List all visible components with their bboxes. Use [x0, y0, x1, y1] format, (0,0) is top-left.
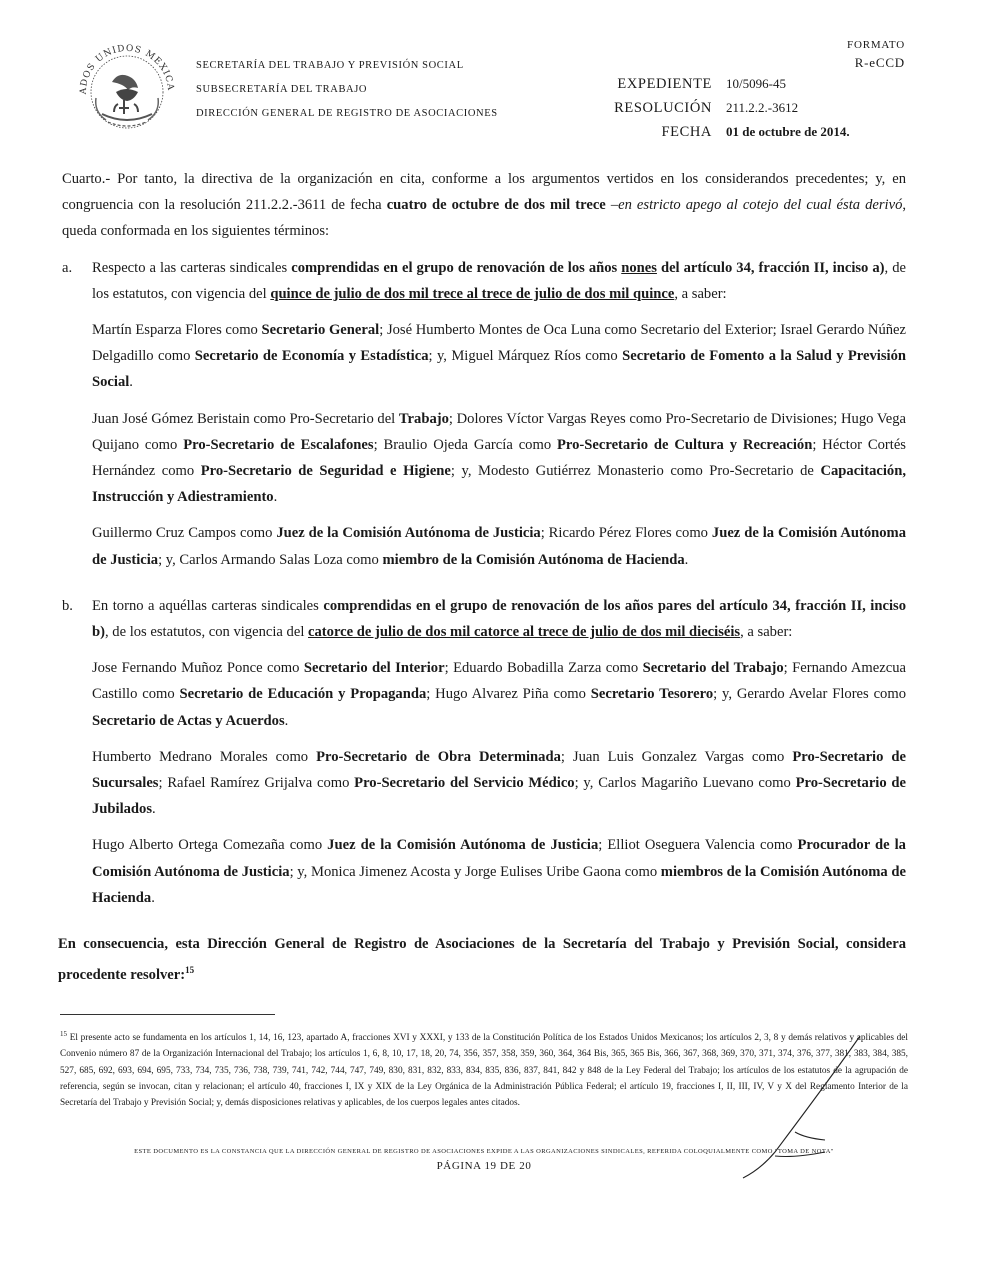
fecha-row [600, 120, 850, 144]
text: ; y, Carlos Armando Salas Loza como [158, 551, 383, 568]
document-body [58, 166, 907, 998]
intro-italic: en estricto apego al cotejo del cual ésta derivó [618, 197, 903, 214]
text: ; y, Gerardo Avelar Flores como [713, 686, 906, 703]
position: Secretario de Actas y Acuerdos [92, 712, 285, 729]
text: ; Juan Luis Gonzalez Vargas como [560, 748, 793, 765]
item-a-paragraph-2 [92, 406, 906, 511]
item-b-paragraph-3 [92, 832, 906, 911]
agency-secretaria: SECRETARÍA DEL TRABAJO Y PREVISIÓN SOCIAL [196, 60, 464, 71]
resolucion-label: RESOLUCIÓN [614, 100, 712, 116]
text: . [129, 374, 133, 391]
agency-direccion: DIRECCIÓN GENERAL DE REGISTRO DE ASOCIACIONES [196, 108, 498, 119]
text: ; y, Modesto Gutiérrez Monasterio como Pro-Secretario de [450, 463, 821, 480]
text: Respecto a las carteras sindicales [92, 259, 292, 276]
signature-mark [735, 1032, 865, 1182]
position: Procurador de la Comisión Autónoma de Justicia [92, 837, 906, 880]
svg-text:ESTADOS UNIDOS MEXICANOS: ADOS UNIDOS MEXICA [78, 43, 176, 95]
text: ; y, Monica Jimenez Acosta y Jorge Eulises Uribe Gaona como [289, 863, 661, 880]
text: ; Elliot Oseguera Valencia como [598, 837, 798, 854]
text: ; Eduardo Bobadilla Zarza como [444, 660, 643, 677]
list-item-a [62, 255, 906, 583]
text: Guillermo Cruz Campos como [92, 525, 277, 542]
intro-tail: , queda conformada en los siguientes términos: [62, 197, 907, 240]
item-b-paragraph-2 [92, 744, 906, 823]
position: Secretario de Fomento a la Salud y Previsión Social [92, 348, 906, 391]
nones-text: nones [621, 259, 657, 276]
text: Juan José Gómez Beristain como Pro-Secretario del [92, 410, 399, 427]
intro-date: cuatro de octubre de dos mil trece [386, 197, 606, 214]
position: Juez de la Comisión Autónoma de Justicia [327, 837, 599, 854]
bold-text: comprendidas en el grupo de renovación de los años [291, 259, 622, 276]
intro-dash: – [605, 197, 619, 214]
list-item-b [62, 593, 906, 921]
formato-block [847, 36, 905, 72]
agency-block [196, 54, 498, 126]
position: Pro-Secretario del Servicio Médico [354, 775, 575, 792]
position: Secretario de Economía y Estadística [194, 348, 429, 365]
item-a-marker: a. [62, 259, 73, 276]
position: Secretario del Trabajo [642, 660, 784, 677]
item-b-head [92, 593, 906, 645]
text: . [273, 489, 278, 506]
text: , de los estatutos, con vigencia del [104, 624, 309, 641]
text: Martín Esparza Flores como [92, 322, 262, 339]
resolucion-row [600, 96, 850, 120]
position: Pro-Secretario de Escalafones [183, 436, 374, 453]
position: Trabajo [398, 410, 449, 427]
expediente-value: 10/5096-45 [726, 76, 786, 91]
resolucion-value: 211.2.2.-3612 [726, 100, 799, 115]
fecha-value: 01 de octubre de 2014. [726, 124, 850, 139]
item-a-head [92, 255, 906, 307]
text: ; y, Miguel Márquez Ríos como [428, 348, 623, 365]
expediente-label: EXPEDIENTE [617, 76, 712, 92]
item-b-marker: b. [62, 597, 73, 614]
formato-label: FORMATO [847, 39, 905, 51]
vigencia-a: quince de julio de dos mil trece al trece de julio de dos mil quince [270, 285, 675, 302]
text: Jose Fernando Muñoz Ponce como [92, 660, 304, 677]
text: ; Rafael Ramírez Grijalva como [158, 775, 355, 792]
text: , de los estatutos, con vigencia del [92, 259, 906, 302]
footnote-ref: 15 [185, 965, 195, 976]
position: Secretario del Interior [303, 660, 445, 677]
text: En torno a aquéllas carteras sindicales [92, 597, 324, 614]
page-number: PÁGINA 19 DE 20 [436, 1160, 532, 1172]
position: Capacitación, Instrucción y Adiestramiento [92, 463, 906, 506]
text: ; José Humberto Montes de Oca Luna como Secretario del Exterior; Israel Gerardo Núñez Delgadillo como [92, 322, 907, 365]
position: Secretario Tesorero [590, 686, 714, 703]
text: ; y, Carlos Magariño Luevano como [574, 775, 796, 792]
bold-text: del artículo 34, fracción II, inciso a) [656, 259, 885, 276]
footnote-rule [60, 1014, 275, 1015]
item-a-content [92, 255, 906, 583]
item-a-paragraph-1 [92, 317, 906, 396]
agency-subsecretaria: SUBSECRETARÍA DEL TRABAJO [196, 84, 368, 95]
text: . [684, 551, 689, 568]
document-metadata [600, 72, 850, 144]
item-b-content [92, 593, 906, 921]
position: Pro-Secretario de Cultura y Recreación [557, 436, 813, 453]
position: Pro-Secretario de Seguridad e Higiene [200, 463, 451, 480]
text: ; Braulio Ojeda García como [373, 436, 557, 453]
text: ; Dolores Víctor Vargas Reyes como Pro-Secretario de Divisiones; Hugo Vega Quijano como [92, 410, 906, 453]
position: Juez de la Comisión Autónoma de Justicia [276, 525, 541, 542]
text: , a saber: [674, 285, 727, 302]
intro-text: Cuarto.- Por tanto, la directiva de la organización en cita, conforme a los argumentos vertidos en los considerandos precedentes; y, en congruencia con la resolución 211.2.2.-3611 de fecha [62, 171, 906, 214]
text: . [284, 712, 289, 729]
coat-of-arms-seal [72, 34, 182, 144]
text: . [151, 889, 155, 906]
item-b-paragraph-1 [92, 655, 906, 734]
text: Humberto Medrano Morales como [92, 748, 317, 765]
formato-code: R-eCCD [854, 55, 905, 70]
text: ; Hugo Alvarez Piña como [426, 686, 591, 703]
fecha-label: FECHA [661, 124, 712, 140]
footnote-text: El presente acto se fundamenta en los artículos 1, 14, 16, 123, apartado A, fracciones XVI y XXXI, y 133 de la Constitución Política de los Estados Unidos Mexicanos; los artículos 2, 3, 8 y demás relativos y aplicables del Convenio número 87 de la Organización Internacional del Trabajo; los artículos 1, 6, 8, 10, 17, 18, 20, 74, 356, 357, 358, 359, 360, 364, 364 Bis, 365, 365 Bis, 366, 367, 368, 369, 370, 371, 374, 376, 377, 381, 383, 384, 385, 527, 685, 692, 693, 694, 695, 733, 734, 735, 736, 738, 739, 741, 742, 744, 747, 749, 830, 831, 832, 833, 834, 835, 836, 837, 841, 842 y 848 de la Ley Federal del Trabajo; los artículos de los estatutos de la agrupación de referencia, según se invocan, citan y relacionan; el artículo 40, fracciones I, IX y XIX de la Ley Orgánica de la Administración Pública Federal; el artículo 19, fracciones I, II, III, IV, V y X del Reglamento Interior de la Secretaría del Trabajo y Previsión Social; y, demás disposiciones relativas y aplicables, de los cuerpos legales antes citados. [60, 1033, 908, 1108]
text: Hugo Alberto Ortega Comezaña como [92, 837, 328, 854]
text: ; Fernando Amezcua Castillo como [92, 660, 906, 703]
intro-paragraph [62, 166, 906, 245]
position: Pro-Secretario de Obra Determinada [316, 748, 561, 765]
position: Juez de la Comisión Autónoma de Justicia [92, 525, 906, 568]
bold-text: comprendidas en el grupo de renovación de los años pares del artículo 34, fracción II, inciso b) [92, 597, 906, 641]
closing-paragraph [58, 931, 906, 988]
position: miembros de la Comisión Autónoma de Hacienda [92, 863, 906, 906]
text: ; Ricardo Pérez Flores como [540, 525, 712, 542]
footer-tagline: ESTE DOCUMENTO ES LA CONSTANCIA QUE LA DIRECCIÓN GENERAL DE REGISTRO DE ASOCIACIONES EXPIDE A LAS ORGANIZACIONES SINDICALES, REFERIDA COLOQUIALMENTE COMO "TOMA DE NOTA" [134, 1148, 834, 1155]
position: miembro de la Comisión Autónoma de Hacienda [382, 551, 685, 568]
position: Pro-Secretario de Jubilados [92, 775, 907, 818]
position: Pro-Secretario de Sucursales [92, 748, 906, 792]
item-a-paragraph-3 [92, 520, 906, 572]
text: . [152, 801, 156, 818]
footnote-number: 15 [60, 1030, 67, 1038]
text: ; Héctor Cortés Hernández como [92, 436, 906, 480]
text: , a saber: [740, 624, 793, 641]
closing-text: En consecuencia, esta Dirección General de Registro de Asociaciones de la Secretaría del Trabajo y Previsión Social, considera procedente resolver: [58, 936, 906, 984]
position: Secretario General [261, 322, 380, 339]
vigencia-b: catorce de julio de dos mil catorce al trece de julio de dos mil dieciséis [308, 624, 741, 641]
expediente-row [600, 72, 850, 96]
position: Secretario de Educación y Propaganda [179, 686, 427, 703]
